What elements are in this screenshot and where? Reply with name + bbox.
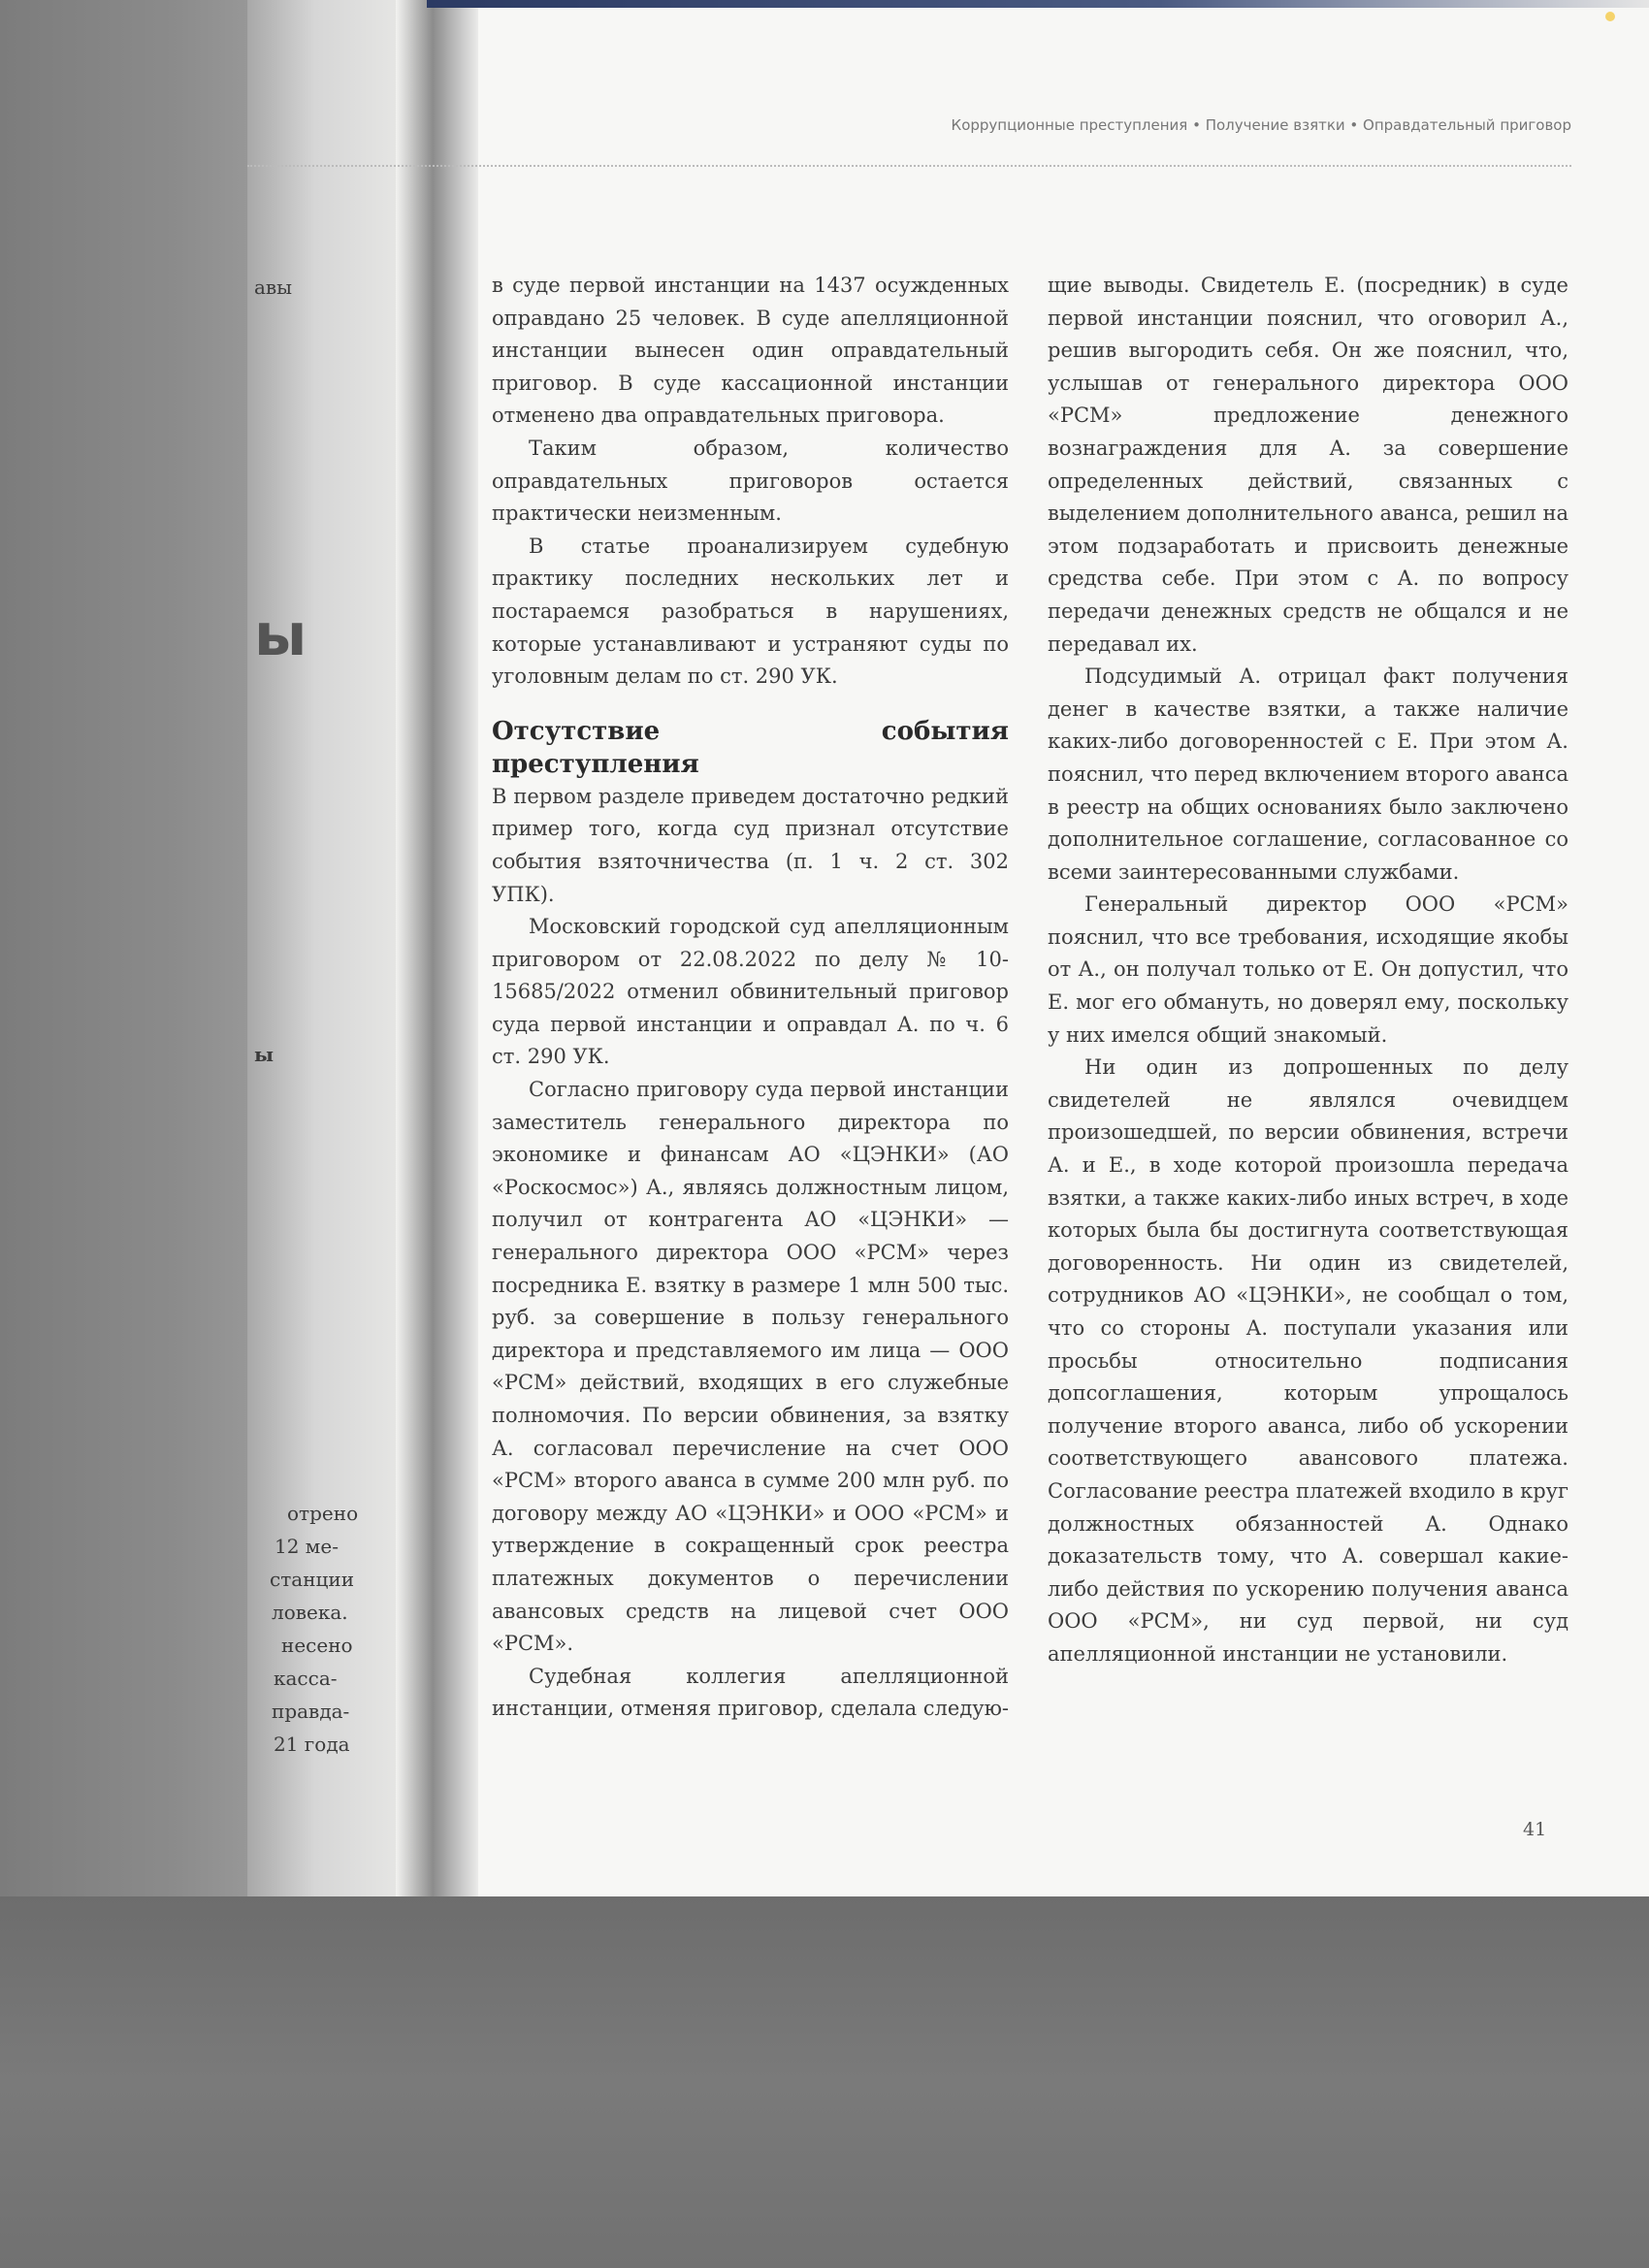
top-color-strip bbox=[427, 0, 1649, 8]
paragraph: Генеральный директор ООО «РСМ» пояснил, что все требования, исходящие якобы от А., он получал только от Е. Он допустил, что Е. мог его обмануть, но доверял ему, поскольку у них имелся общий знакомый. bbox=[1048, 892, 1568, 1047]
left-fragment-line: правда- bbox=[272, 1700, 350, 1723]
paragraph: Ни один из допрошенных по делу свидетелей не являлся очевидцем произошедшей, по версии обвинения, встречи А. и Е., в ходе которой произошла передача взятки, а также каких-либо иных встреч, в ходе которых была бы достигнута соответствующая договоренность. Ни один из свидетелей, сотрудников АО «ЦЭНКИ», не сообщал о том, что со стороны А. поступали указания или просьбы относительно подписания допсоглашения, которым упрощалось получение второго аванса, либо об ускорении соответствующего авансового платежа. Согласование реестра платежей входило в круг должностных обязанностей А. Однако доказательств тому, что А. совершал какие-либо действия по ускорению получения аванса ООО «РСМ», ни суд первой, ни суд апелляционной инстанции не установили. bbox=[1048, 1055, 1568, 1666]
paragraph: в суде первой инстанции на 1437 осужденных оправдано 25 человек. В суде апелляционной инстанции вынесен один оправдательный приговор. В суде кассационной инстанции отменено два оправдательных приговора. bbox=[492, 274, 1009, 428]
paragraph: Согласно приговору суда первой инстанции заместитель генерального директора по экономике и финансам АО «ЦЭНКИ» (АО «Роскосмос») А., являясь должностным лицом, получил от контрагента АО «ЦЭНКИ» — генерального директора ООО «РСМ» через посредника Е. взятку в размере 1 млн 500 тыс. руб. за совершение в пользу генерального директора и представляемого им лица — ООО «РСМ» действий, входящих в его служебные полномочия. По версии обвинения, за взятку А. согласовал перечисление на счет ООО «РСМ» второго аванса в сумме 200 млн руб. по договору между АО «ЦЭНКИ» и ООО «РСМ» и утверждение в сокращенный срок реестра платежных документов о перечислении авансовых средств на лицевой счет ООО «РСМ». bbox=[492, 1078, 1009, 1656]
section-heading: Отсутствие события преступления bbox=[492, 716, 1009, 779]
header-rule bbox=[247, 165, 1571, 167]
left-fragment-line: касса- bbox=[274, 1667, 338, 1690]
scanner-background bbox=[0, 1896, 1649, 2268]
corner-mark bbox=[1605, 12, 1615, 21]
left-fragment-mid: ы bbox=[254, 1043, 275, 1066]
running-head: Коррупционные преступления • Получение взятки • Оправдательный приговор bbox=[951, 116, 1571, 134]
paragraph: Подсудимый А. отрицал факт получения денег в качестве взятки, а также наличие каких-либо договоренностей с Е. При этом А. пояснил, что перед включением второго аванса в реестр на общих основаниях было заключено дополнительное соглашение, согласованное со всеми заинтересованными службами. bbox=[1048, 664, 1568, 884]
paragraph: В первом разделе приведем достаточно редкий пример того, когда суд признал отсутствие события взяточничества (п. 1 ч. 2 ст. 302 УПК). bbox=[492, 784, 1009, 906]
text-column-2 bbox=[1048, 270, 1568, 1671]
left-shadow bbox=[0, 0, 247, 1896]
text-column-1 bbox=[492, 270, 1009, 1726]
left-fragment-line: ловека. bbox=[272, 1601, 348, 1624]
paragraph: Судебная коллегия апелляционной инстанции, отменяя приговор, сделала следую- bbox=[492, 1664, 1009, 1721]
left-fragment-line: отрено bbox=[287, 1502, 359, 1525]
book-gutter bbox=[396, 0, 478, 1896]
paragraph: В статье проанализируем судебную практику последних нескольких лет и постараемся разобраться в нарушениях, которые устанавливают и устраняют суды по уголовным делам по ст. 290 УК. bbox=[492, 534, 1009, 689]
left-fragment-line: станции bbox=[270, 1568, 355, 1591]
left-fragment-line: 21 года bbox=[274, 1733, 350, 1756]
left-fragment-line: несено bbox=[281, 1634, 353, 1657]
left-fragment-top: авы bbox=[254, 275, 293, 299]
paragraph: щие выводы. Свидетель Е. (посредник) в суде первой инстанции пояснил, что оговорил А., решив выгородить себя. Он же пояснил, что, услышав от генерального директора ООО «РСМ» предложение денежного вознаграждения для А. за совершение определенных действий, связанных с выделением дополнительного аванса, решил на этом подзаработать и присвоить денежные средства себе. При этом с А. по вопросу передачи денежных средств не общался и не передавал их. bbox=[1048, 274, 1568, 656]
left-fragment-heading: ы bbox=[254, 601, 307, 669]
paragraph: Московский городской суд апелляционным приговором от 22.08.2022 по делу № 10-15685/2022 отменил обвинительный приговор суда первой инстанции и оправдал А. по ч. 6 ст. 290 УК. bbox=[492, 915, 1009, 1069]
left-fragment-line: 12 ме- bbox=[275, 1535, 339, 1558]
paragraph: Таким образом, количество оправдательных приговоров остается практически неизменным. bbox=[492, 436, 1009, 526]
page-number: 41 bbox=[1523, 1819, 1547, 1840]
